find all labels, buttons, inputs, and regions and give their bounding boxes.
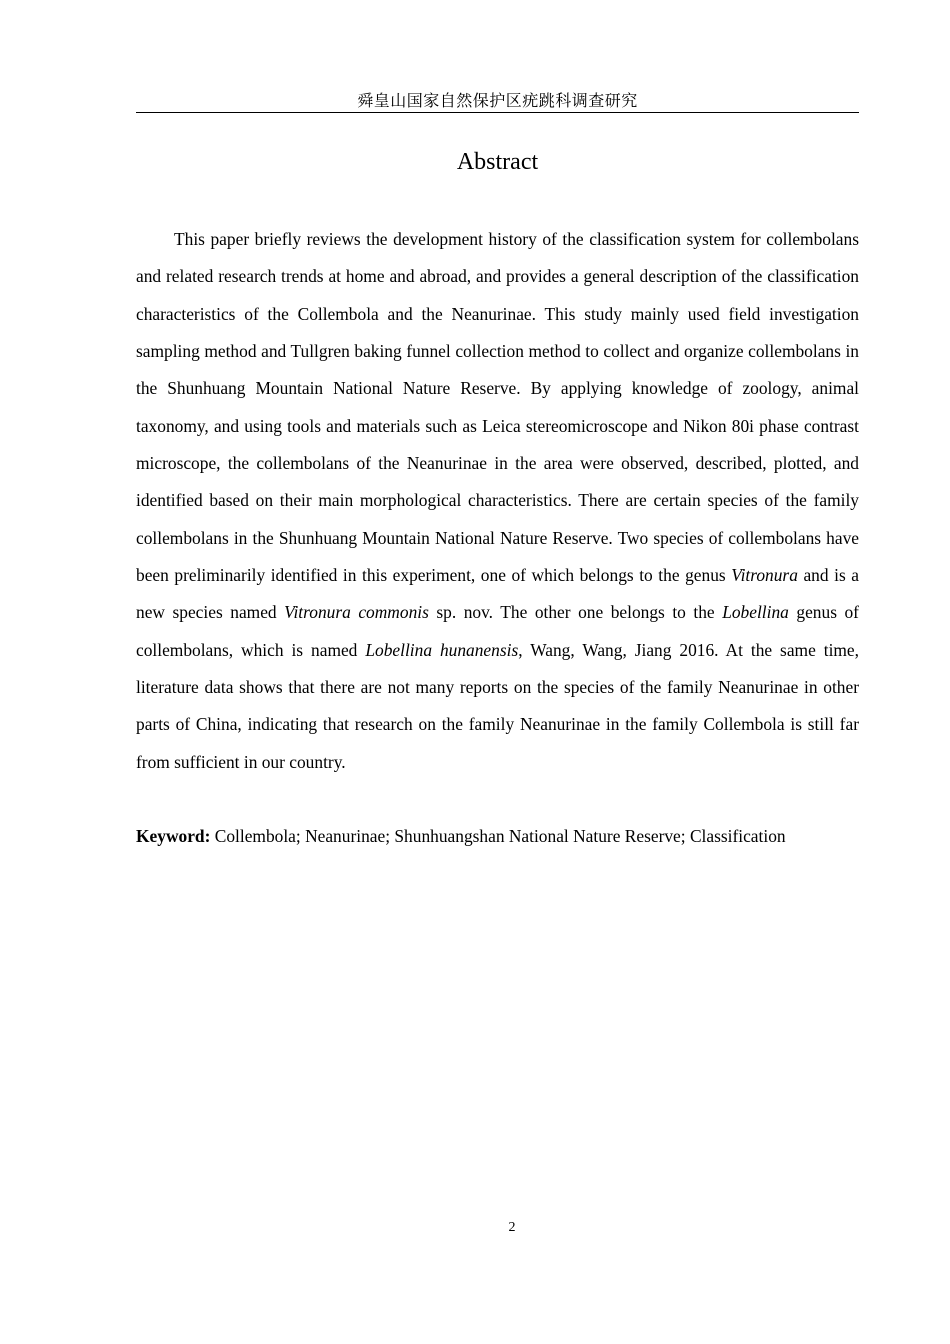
page-number: 2 bbox=[508, 1220, 516, 1235]
keywords-line bbox=[136, 822, 876, 850]
keywords-label: Keyword: bbox=[136, 826, 211, 846]
genus-name-vitronura: Vitronura bbox=[731, 565, 798, 586]
species-name-vitronura-commonis: Vitronura commonis bbox=[284, 602, 429, 623]
abstract-title: Abstract bbox=[456, 149, 539, 175]
genus-name-lobellina: Lobellina bbox=[722, 602, 789, 623]
abstract-text-segment: sp. nov. The other one belongs to the bbox=[428, 602, 723, 623]
abstract-text-segment: , Wang, Wang, Jiang 2016. At the same time, literature data shows that there are not many reports on the species of the family Neanurinae in other parts of China, indicating that research on the family Neanurinae in the family Collembola is still far from sufficient in our country. bbox=[136, 639, 859, 772]
running-header: 舜皇山国家自然保护区疣跳科调查研究 bbox=[136, 90, 859, 113]
abstract-text-segment: genus of collembolans, which is named bbox=[136, 602, 859, 660]
keywords-text: Collembola; Neanurinae; Shunhuangshan National Nature Reserve; Classification bbox=[210, 826, 786, 846]
abstract-text-segment: and is a new species named bbox=[136, 565, 859, 623]
abstract-body bbox=[136, 221, 859, 781]
species-name-lobellina-hunanensis: Lobellina hunanensis bbox=[365, 639, 519, 660]
abstract-text-segment: This paper briefly reviews the development history of the classification system for collembolans and related research trends at home and abroad, and provides a general description of the classification characteristics of the Collembola and the Neanurinae. This study mainly used field investigation sampling method and Tullgren baking funnel collection method to collect and organize collembolans in the Shunhuang Mountain National Nature Reserve. By applying knowledge of zoology, animal taxonomy, and using tools and materials such as Leica stereomicroscope and Nikon 80i phase contrast microscope, the collembolans of the Neanurinae in the area were observed, described, plotted, and identified based on their main morphological characteristics. There are certain species of the family collembolans in the Shunhuang Mountain National Nature Reserve. Two species of collembolans have been preliminarily identified in this experiment, one of which belongs to the genus bbox=[136, 229, 859, 586]
